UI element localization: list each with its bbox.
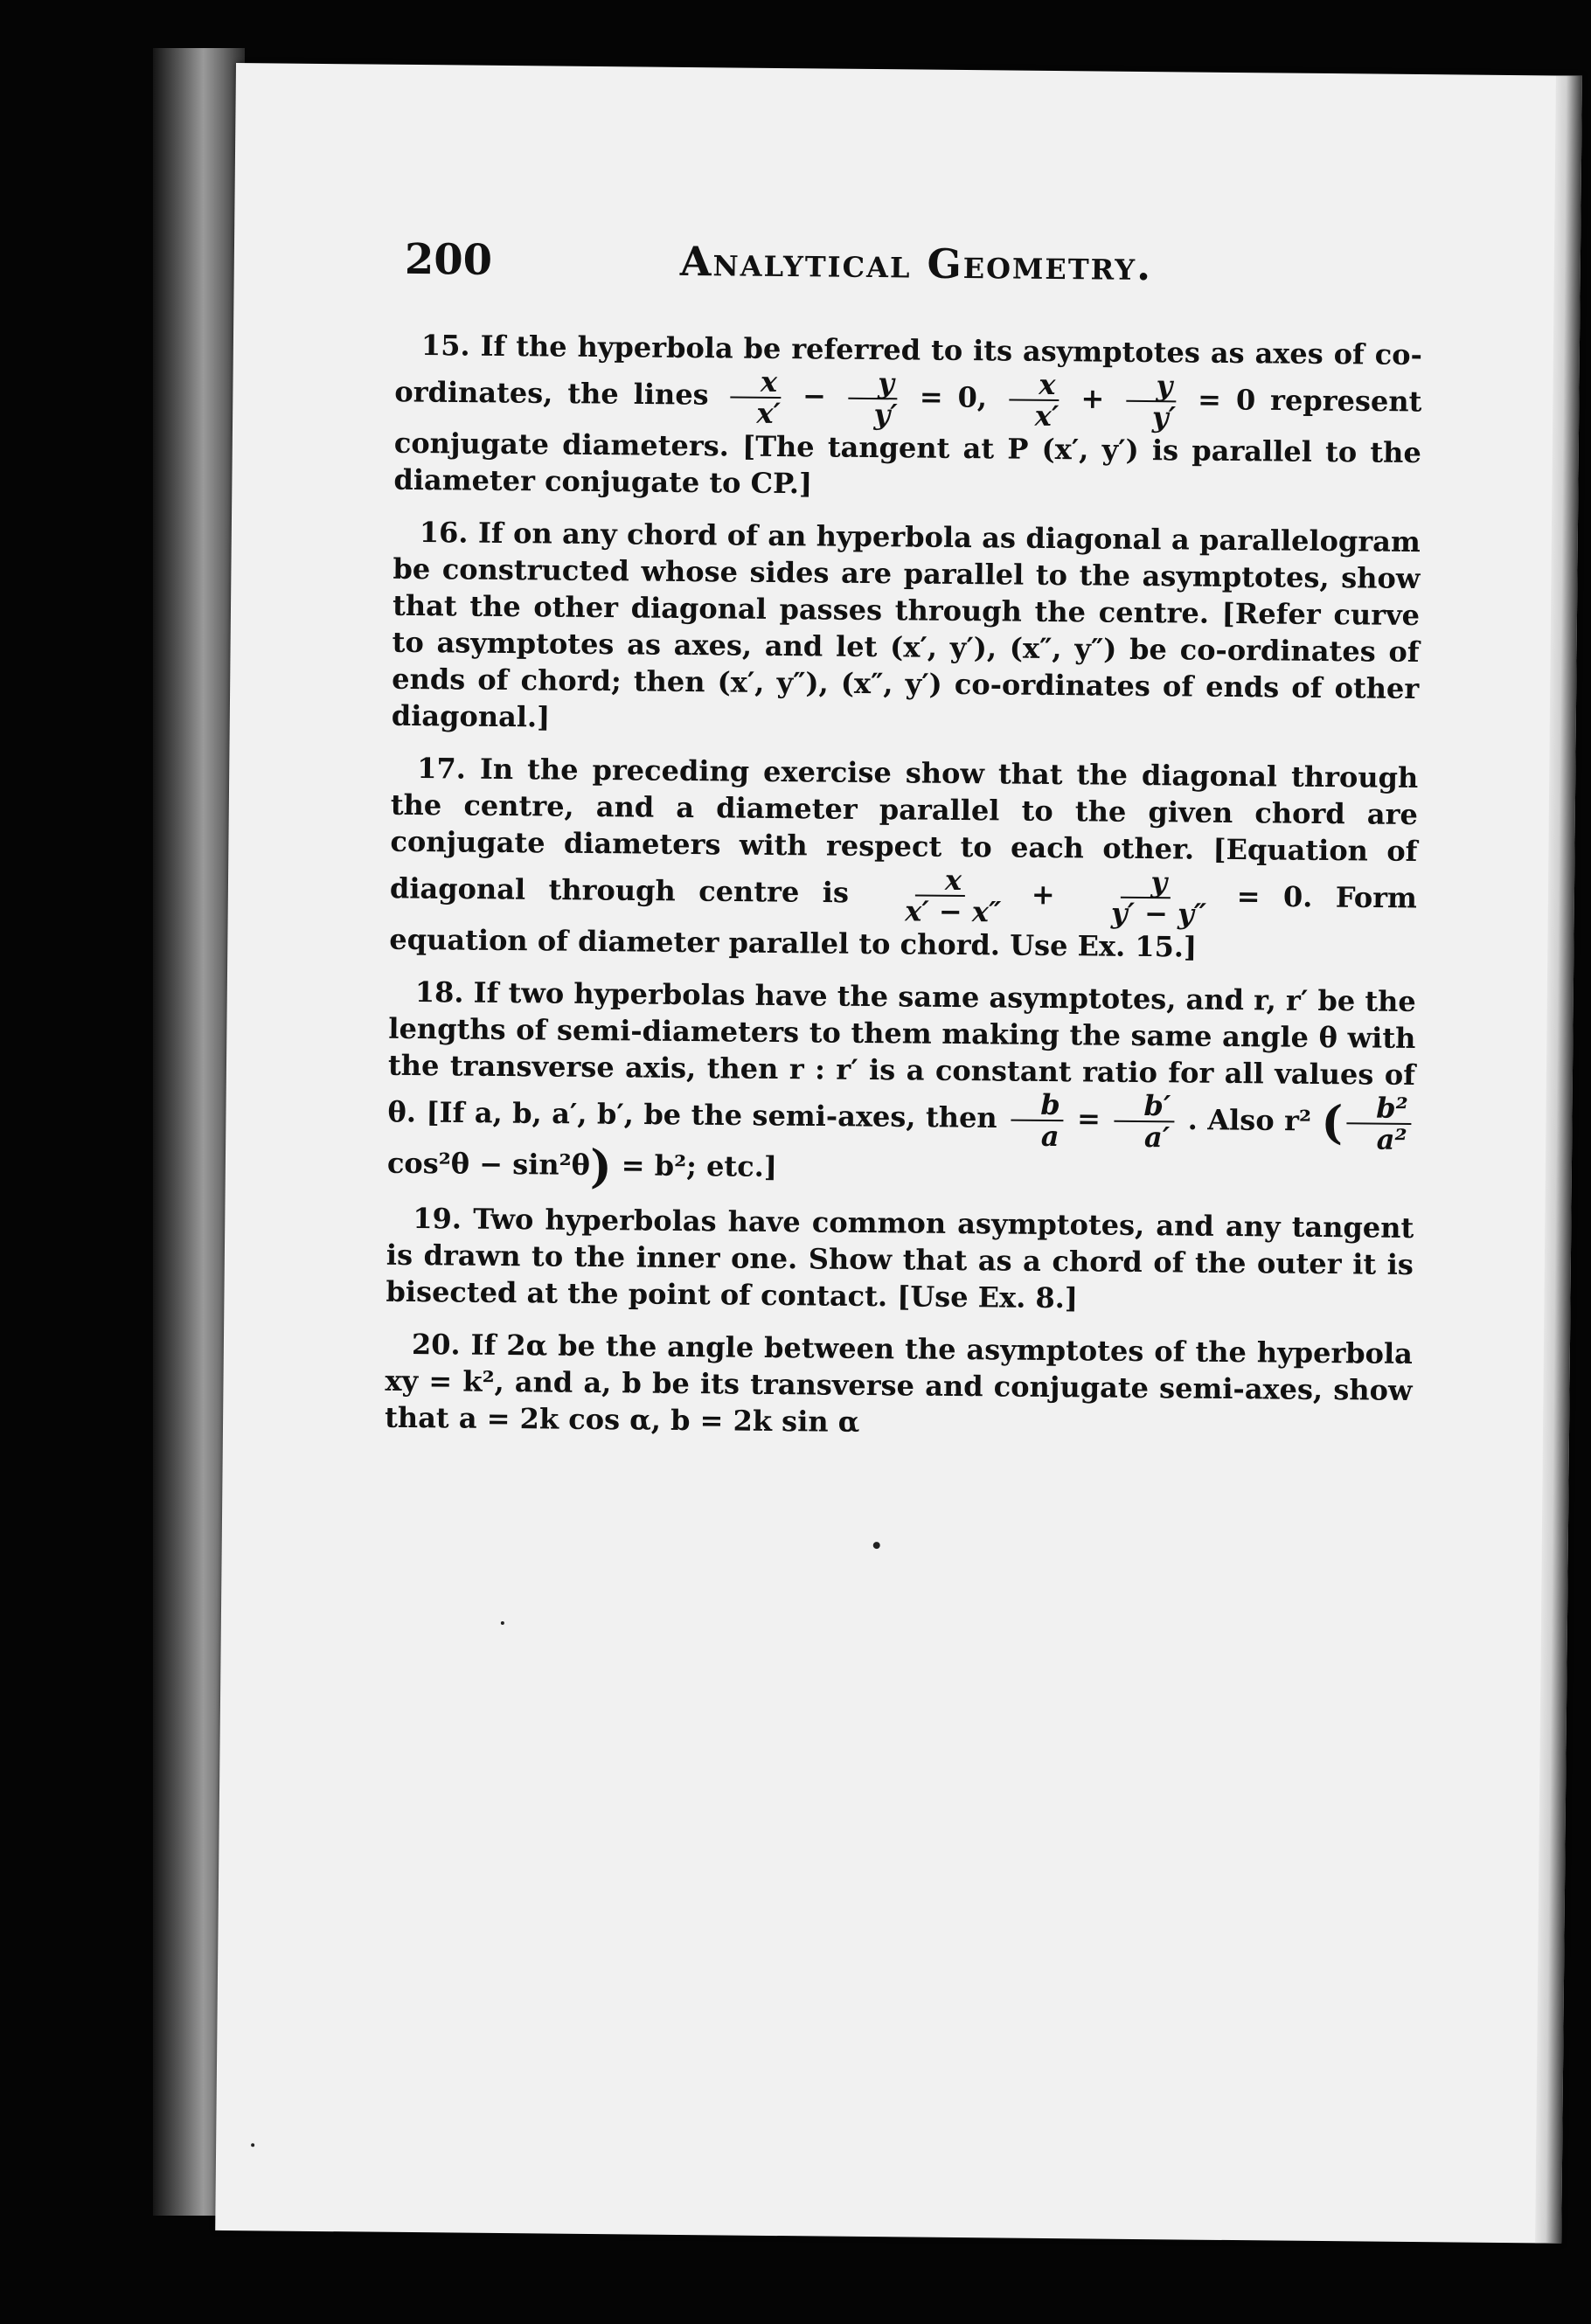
running-title: Analytical Geometry. xyxy=(679,237,1153,290)
page-number: 200 xyxy=(404,234,493,285)
fraction: $\frac{x}{x' - x''}$ xyxy=(905,863,1002,929)
exercise-19 xyxy=(386,1199,1414,1319)
exercise-17: 17. In the preceding exercise show that the diagonal through the centre, and a diameter parallel to the given chord are conjugate diameters with respect to each other. [Equation of diagonal through centre is $\frac{x}{x' - x''}$ + $\frac{y}{y' - y''}$ = 0. Form equation of diameter parallel to chord. Use Ex. 15.] xyxy=(389,752,1419,964)
fraction: $\frac{y}{y'}$ xyxy=(1122,371,1180,433)
fraction: $\frac{x}{x'}$ xyxy=(726,366,784,428)
exercise-text: If two hyperbolas have the same asymptotes, and r, r′ be the lengths of semi-diameters to them making the same angle θ with the transverse axis, then r : r′ is a constant ratio for all values of θ. [If a, b, a′, b′, be the semi-axes, then xyxy=(387,975,1416,1134)
exercise-16 xyxy=(392,514,1421,744)
exercise-text: If on any chord of an hyperbola as diagonal a parallelogram be constructed whose sides are parallel to the asymptotes, show that the other diagonal passes through the centre. [Refer curve to asymptotes as axes, and let (x′, y′), (x″, y″) be co-ordinates of ends of chord; then (x′, y″), (x″, y′) co-ordinates of ends of other diagonal.] xyxy=(391,516,1421,734)
scan-speck xyxy=(873,1542,880,1549)
page-header xyxy=(404,235,1410,315)
exercise-number: 20. xyxy=(411,1327,461,1362)
exercise-15: 15. If the hyperbola be referred to its asymptotes as axes of co-ordinates, the lines $\frac{x}{x'}$ − $\frac{y}{y'}$ = 0, $\frac{x}{x'}$ + $\frac{y}{y'}$ = 0 represent conjugate diameters. [The tangent at P (x′, y′) is parallel to the diameter conjugate to CP.] xyxy=(393,329,1423,501)
fraction: $\frac{x}{x'}$ xyxy=(1005,369,1063,431)
exercise-number: 17. xyxy=(417,752,467,786)
fraction: $\frac{y}{y'}$ xyxy=(844,368,901,430)
fraction: $\frac{b'}{a'}$ xyxy=(1114,1091,1174,1153)
exercise-text: Form equation of diameter parallel to chord. Use Ex. 15.] xyxy=(389,880,1418,964)
exercise-number: 15. xyxy=(420,329,470,363)
exercise-number: 16. xyxy=(419,516,469,550)
fraction: $\frac{b}{a}$ xyxy=(1011,1090,1064,1152)
exercise-text: Two hyperbolas have common asymptotes, and any tangent is drawn to the inner one. Show that as a chord of the outer it is bisected at the point of contact. [Use Ex. 8.] xyxy=(386,1202,1414,1315)
fraction: $\frac{y}{y' - y''}$ xyxy=(1110,865,1207,931)
exercise-number: 19. xyxy=(413,1201,462,1236)
exercise-text: If 2α be the angle between the asymptotes of the hyperbola xy = k², and a, b be its transverse and conjugate semi-axes, show that a = 2k cos α, b = 2k sin α xyxy=(384,1328,1414,1439)
exercise-text: = b²; etc.] xyxy=(621,1148,778,1183)
exercise-text: represent conjugate diameters. [The tangent at P (x′, y′) is parallel to the diameter conjugate to CP.] xyxy=(393,383,1422,501)
exercise-18: 18. If two hyperbolas have the same asymptotes, and r, r′ be the lengths of semi-diameters to them making the same angle θ with the transverse axis, then r : r′ is a constant ratio for all values of θ. [If a, b, a′, b′, be the semi-axes, then $\frac{b}{a}$ = $\frac{b'}{a'}$ . Also r² ( $\frac{\text{b²}}{\text{a²}}$ cos²θ − sin²θ) = b²; etc.] xyxy=(386,975,1416,1194)
page-edge-shadow xyxy=(1535,75,1582,2243)
exercise-number: 18. xyxy=(414,975,464,1009)
exercise-text: If the hyperbola be referred to its asymptotes as axes of co-ordinates, the lines xyxy=(394,329,1423,412)
exercise-text: In the preceding exercise show that the diagonal through the centre, and a diameter parallel to the given chord are conjugate diameters with respect to each other. [Equation of diagonal through centre is xyxy=(389,752,1419,910)
scan-speck xyxy=(251,2143,254,2147)
book-page xyxy=(215,63,1582,2244)
exercise-20 xyxy=(385,1325,1413,1445)
page-body xyxy=(385,327,1422,1461)
fraction: $\frac{\text{b²}}{\text{a²}}$ xyxy=(1346,1093,1412,1155)
scan-speck xyxy=(501,1621,504,1625)
